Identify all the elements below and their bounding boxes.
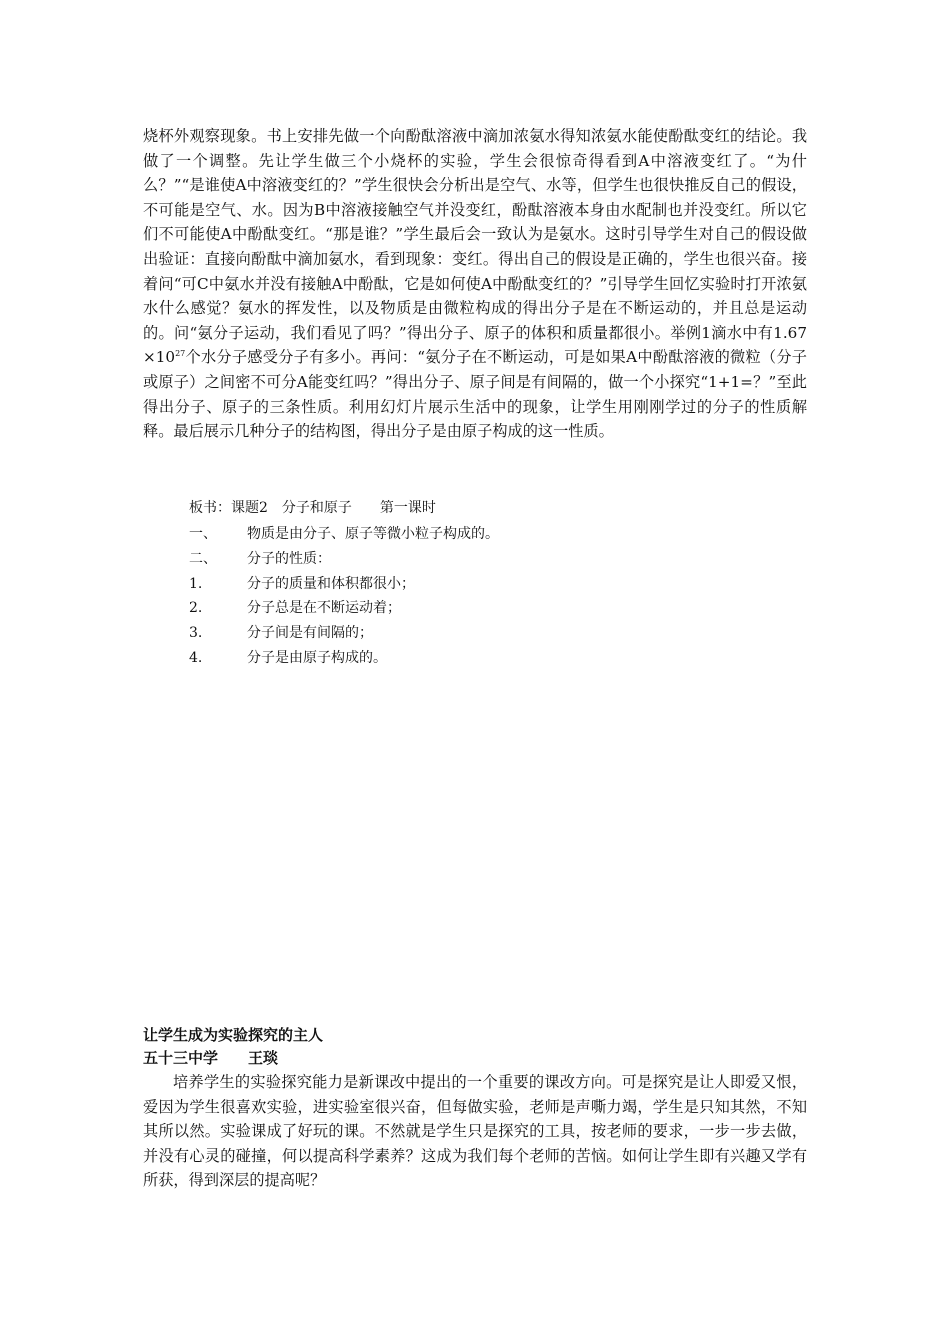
board-item-text: 分子间是有间隔的； xyxy=(247,625,373,641)
board-item-text: 分子是由原子构成的。 xyxy=(247,650,387,666)
board-item-number: 二、 xyxy=(189,551,217,567)
board-item-6 xyxy=(189,648,387,668)
board-item-text: 分子的性质： xyxy=(247,551,331,567)
board-item-number: 2. xyxy=(189,600,203,616)
intro-text-part1: 烧杯外观察现象。书上安排先做一个向酚酞溶液中滴加浓氨水得知浓氨水能使酚酞变红的结论。我做了一个调整。先让学生做三个小烧杯的实验，学生会很惊奇得看到A中溶液变红了。“为什么？”“是谁使A中溶液变红的？”学生很快会分析出是空气、水等，但学生也很快推反自己的假设，不可能是空气、水。因为B中溶液接触空气并没变红，酚酞溶液本身由水配制也并没变红。所以它们不可能使A中酚酞变红。“那是谁？”学生最后会一致认为是氨水。这时引导学生对自己的假设做出验证：直接向酚酞中滴加氨水，看到现象：变红。得出自己的假设是正确的，学生也很兴奋。接着问“可C中氨水并没有接触A中酚酞，它是如何使A中酚酞变红的？”引导学生回忆实验时打开浓氨水什么感觉？氨水的挥发性，以及物质是由微粒构成的得出分子是在不断运动的，并且总是运动的。问“氨分子运动，我们看见了吗？”得出分子、原子的体积和质量都很小。举例1滴水中有1.67×10 xyxy=(143,127,807,367)
article-title: 让学生成为实验探究的主人 xyxy=(143,1026,324,1044)
board-item-text: 分子的质量和体积都很小； xyxy=(247,576,415,592)
board-item-text: 分子总是在不断运动着； xyxy=(247,600,401,616)
board-item-number: 一、 xyxy=(189,526,217,542)
board-item-number: 3. xyxy=(189,625,203,641)
board-item-text: 物质是由分子、原子等微小粒子构成的。 xyxy=(247,526,499,542)
article-body: 培养学生的实验探究能力是新课改中提出的一个重要的课改方向。可是探究是让人即爱又恨，爱因为学生很喜欢实验，进实验室很兴奋，但每做实验，老师是声嘶力竭，学生是只知其然，不知其所以然。实验课成了好玩的课。不然就是学生只是探究的工具，按老师的要求，一步一步去做，并没有心灵的碰撞，何以提高科学素养？这成为我们每个老师的苦恼。如何让学生即有兴趣又学有所获，得到深层的提高呢？ xyxy=(143,1073,807,1190)
board-item-5 xyxy=(189,623,373,643)
board-item-1 xyxy=(189,524,499,544)
intro-paragraph xyxy=(143,124,807,444)
board-item-number: 1. xyxy=(189,576,203,592)
board-item-4 xyxy=(189,598,401,618)
article-author: 五十三中学 王琰 xyxy=(143,1049,279,1067)
board-item-3 xyxy=(189,574,415,594)
board-title: 板书：课题2 分子和原子 第一课时 xyxy=(189,500,436,516)
intro-text-part2: 个水分子感受分子有多小。再问：“氨分子在不断运动，可是如果A中酚酞溶液的微粒（分子或原子）之间密不可分A能变红吗？”得出分子、原子间是有间隔的，做一个小探究“1+1=？”至此得出分子、原子的三条性质。利用幻灯片展示生活中的现象，让学生用刚刚学过的分子的性质解释。最后展示几种分子的结构图，得出分子是由原子构成的这一性质。 xyxy=(143,348,807,441)
board-item-number: 4. xyxy=(189,650,203,666)
exponent-superscript: 27 xyxy=(175,349,186,359)
board-item-2 xyxy=(189,549,331,569)
